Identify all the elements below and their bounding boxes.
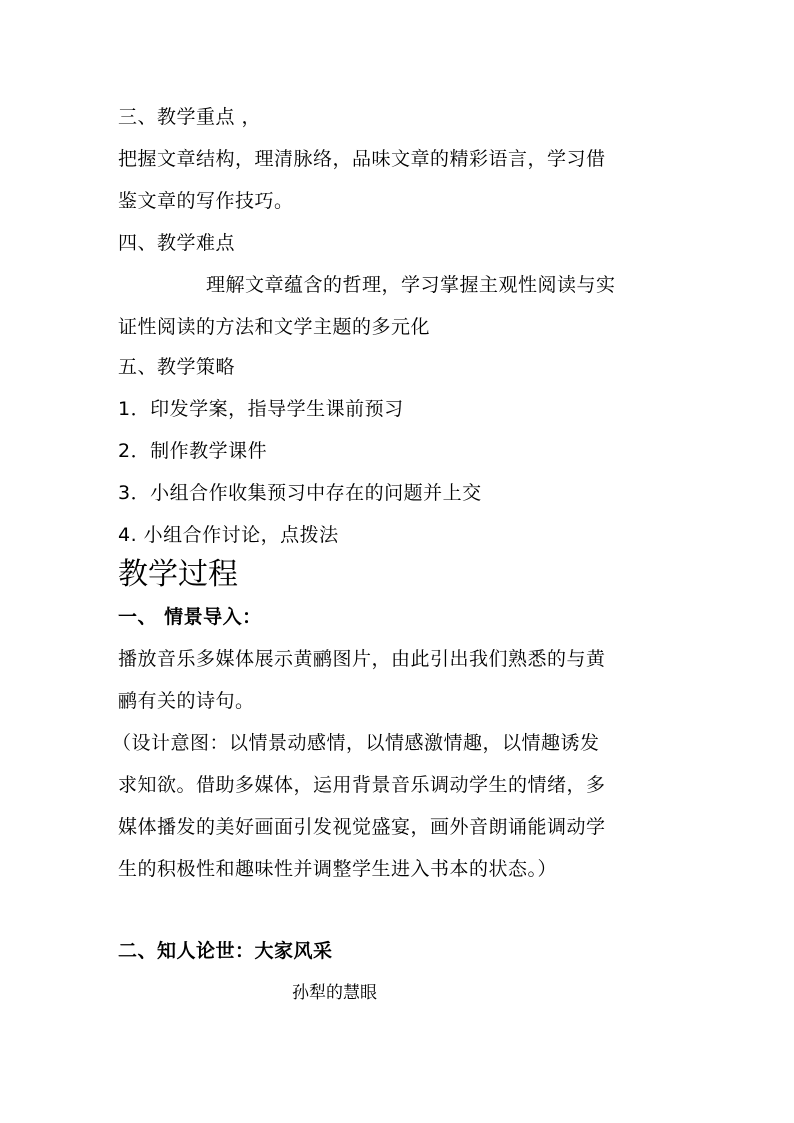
process-title: 教学过程 <box>118 557 238 592</box>
strategy-item-1: 1．印发学案，指导学生课前预习 <box>118 398 404 420</box>
part-2-subtitle: 孙犁的慧眼 <box>292 983 377 1003</box>
design-note-line-4: 生的积极性和趣味性并调整学生进入书本的状态。） <box>118 858 558 880</box>
section-5-heading: 五、教学策略 <box>118 356 236 378</box>
strategy-item-2: 2．制作教学课件 <box>118 440 268 462</box>
section-4-line-1: 理解文章蕴含的哲理，学习掌握主观性阅读与实 <box>206 274 616 296</box>
design-note-line-3: 媒体播发的美好画面引发视觉盛宴，画外音朗诵能调动学 <box>118 816 606 838</box>
section-4-line-2: 证性阅读的方法和文学主题的多元化 <box>118 316 431 338</box>
section-3-line-2: 鉴文章的写作技巧。 <box>118 190 294 212</box>
part-1-heading: 一、 情景导入： <box>118 606 262 628</box>
strategy-item-3: 3．小组合作收集预习中存在的问题并上交 <box>118 482 482 504</box>
part-1-line-2: 鹂有关的诗句。 <box>118 690 255 712</box>
part-2-heading: 二、知人论世：大家风采 <box>118 940 333 962</box>
design-note-line-1: （设计意图：以情景动感情，以情感激情趣，以情趣诱发 <box>112 732 600 754</box>
part-1-line-1: 播放音乐多媒体展示黄鹂图片，由此引出我们熟悉的与黄 <box>118 648 606 670</box>
design-note-line-2: 求知欲。借助多媒体，运用背景音乐调动学生的情绪，多 <box>118 774 606 796</box>
strategy-item-4: 4. 小组合作讨论，点拨法 <box>118 524 339 546</box>
section-3-heading: 三、教学重点 ， <box>118 106 262 128</box>
section-3-line-1: 把握文章结构，理清脉络，品味文章的精彩语言，学习借 <box>118 148 606 170</box>
section-4-heading: 四、教学难点 <box>118 232 236 254</box>
